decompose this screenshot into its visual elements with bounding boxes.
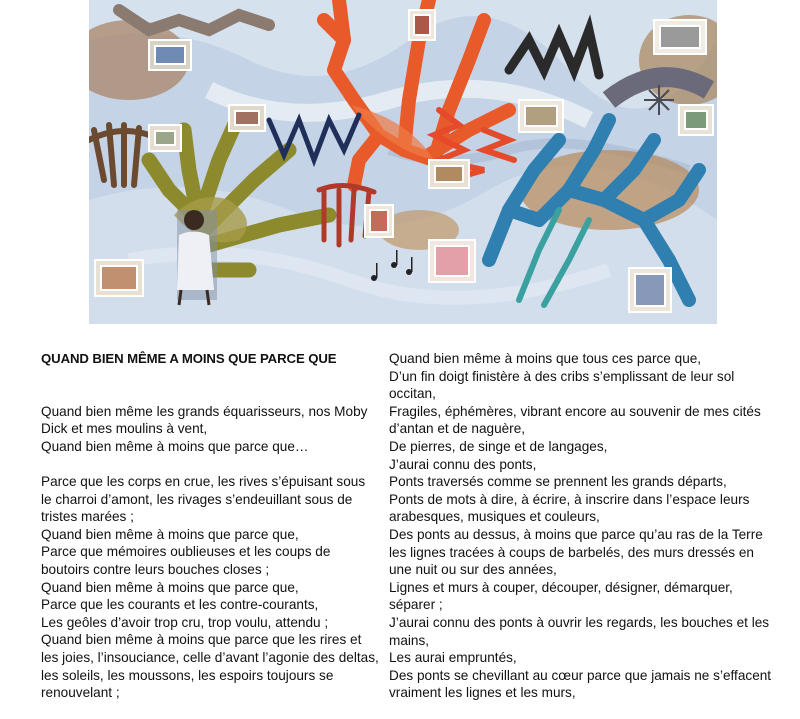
poem-line: Quand bien même à moins que parce que les rires et les joies, l’insouciance, celle d’avant l’agonie des deltas, les soleils, les moussons, les espoirs toujours se renouvelant ; [41,632,379,701]
poem-line: Parce que les corps en crue, les rives s’épuisant sous le charroi d’amont, les rivages s’endeuillant sous de tristes marées ; [41,473,366,525]
stanza-2 [41,473,379,702]
poem-line: Les aurai empruntés, [389,650,517,666]
poem-line: Des ponts se chevillant au cœur parce que jamais ne s’effacent vraiment les lignes et les murs, [389,667,772,701]
stanza-1 [41,403,379,456]
collage-illustration [89,0,717,324]
poem-line: Les geôles d’avoir trop cru, trop voulu, attendu ; [41,614,329,630]
poem-line: Quand bien même à moins que parce que… [41,438,309,454]
poem-line: Fragiles, éphémères, vibrant encore au souvenir de mes cités d’antan et de naguère, [389,403,761,437]
poem-line: Des ponts au dessus, à moins que parce qu’au ras de la Terre les lignes tracées à coups de barbelés, des murs dressés en une nuit ou sur des années, [389,526,763,578]
collage-artwork [89,0,717,324]
poem-line: Quand bien même les grands équarisseurs, nos Moby Dick et mes moulins à vent, [41,403,368,437]
poem-line: Quand bien même à moins que tous ces parce que, [389,351,702,366]
poem-left-column [41,350,379,719]
poem-right-column [389,350,774,702]
poem-line: Quand bien même à moins que parce que, [41,526,299,542]
poem-line: J’aurai connu des ponts, [389,456,537,472]
poem-line: Parce que les courants et les contre-courants, [41,597,319,613]
poem-line: Lignes et murs à couper, découper, désigner, démarquer, séparer ; [389,579,733,613]
poem-line: Quand bien même à moins que parce que, [41,579,299,595]
poem-line: D’un fin doigt finistère à des cribs s’emplissant de leur sol occitan, [389,368,735,402]
poem-line: De pierres, de singe et de langages, [389,438,608,454]
poem-title: QUAND BIEN MÊME A MOINS QUE PARCE QUE [41,351,337,366]
poem-line: J’aurai connu des ponts à ouvrir les regards, les bouches et les mains, [389,614,770,648]
poem-line: Parce que mémoires oublieuses et les coups de boutoirs contre leurs bouches closes ; [41,544,331,577]
woman-figure-image [177,210,217,305]
poem-line: Ponts de mots à dire, à écrire, à inscrire dans l’espace leurs arabesques, musiques et couleurs, [389,491,750,525]
poem-line: Ponts traversés comme se prennent les grands départs, [389,474,727,490]
